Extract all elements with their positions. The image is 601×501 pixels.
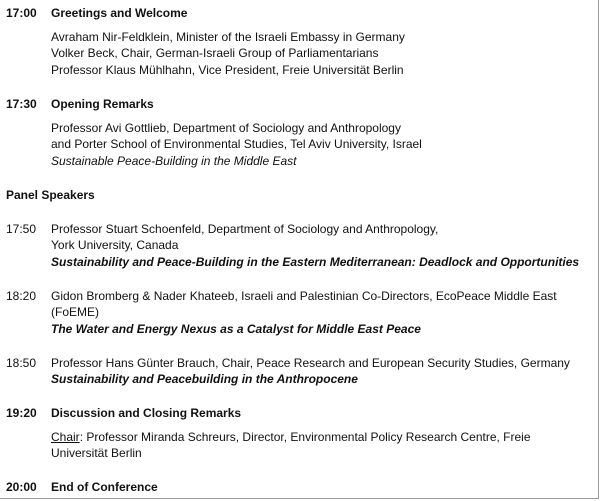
speaker-line: Professor Avi Gottlieb, Department of Sociology and Anthropology [51, 121, 401, 135]
item-title: Greetings and Welcome [51, 6, 188, 20]
speaker-line: Professor Hans Günter Brauch, Chair, Peace Research and European Security Studies, Germany [51, 356, 570, 370]
talk-title: Sustainable Peace-Building in the Middle East [51, 154, 297, 168]
item-title: End of Conference [51, 480, 158, 494]
chair-line [51, 430, 531, 444]
talk-title: Sustainability and Peacebuilding in the Anthropocene [51, 372, 358, 386]
speaker-line: Gidon Bromberg & Nader Khateeb, Israeli and Palestinian Co-Directors, EcoPeace Middle East [51, 289, 557, 303]
chair-text: : Professor Miranda Schreurs, Director, Environmental Policy Research Centre, Freie [79, 430, 531, 444]
item-title: Opening Remarks [51, 97, 154, 111]
speaker-line: Volker Beck, Chair, German-Israeli Group of Parliamentarians [51, 46, 379, 60]
time-label: 18:50 [6, 356, 37, 370]
chair-label: Chair [51, 430, 80, 444]
time-label: 17:50 [6, 222, 37, 236]
speaker-line: Professor Klaus Mühlhahn, Vice President, Freie Universität Berlin [51, 63, 404, 77]
time-label: 20:00 [6, 480, 37, 494]
talk-title: The Water and Energy Nexus as a Catalyst for Middle East Peace [51, 322, 421, 336]
item-title: Discussion and Closing Remarks [51, 406, 242, 420]
speaker-line: York University, Canada [51, 238, 179, 252]
speaker-line: and Porter School of Environmental Studies, Tel Aviv University, Israel [51, 137, 422, 151]
speaker-line: (FoEME) [51, 305, 99, 319]
talk-title: Sustainability and Peace-Building in the Eastern Mediterranean: Deadlock and Opportunities [51, 255, 580, 269]
time-label: 19:20 [6, 406, 37, 420]
time-label: 18:20 [6, 289, 37, 303]
section-heading-panel: Panel Speakers [6, 188, 95, 202]
time-label: 17:00 [6, 6, 37, 20]
speaker-line: Professor Stuart Schoenfeld, Department of Sociology and Anthropology, [51, 222, 439, 236]
speaker-line: Avraham Nir-Feldklein, Minister of the Israeli Embassy in Germany [51, 30, 405, 44]
time-label: 17:30 [6, 97, 37, 111]
chair-line-2: Universität Berlin [51, 446, 142, 460]
